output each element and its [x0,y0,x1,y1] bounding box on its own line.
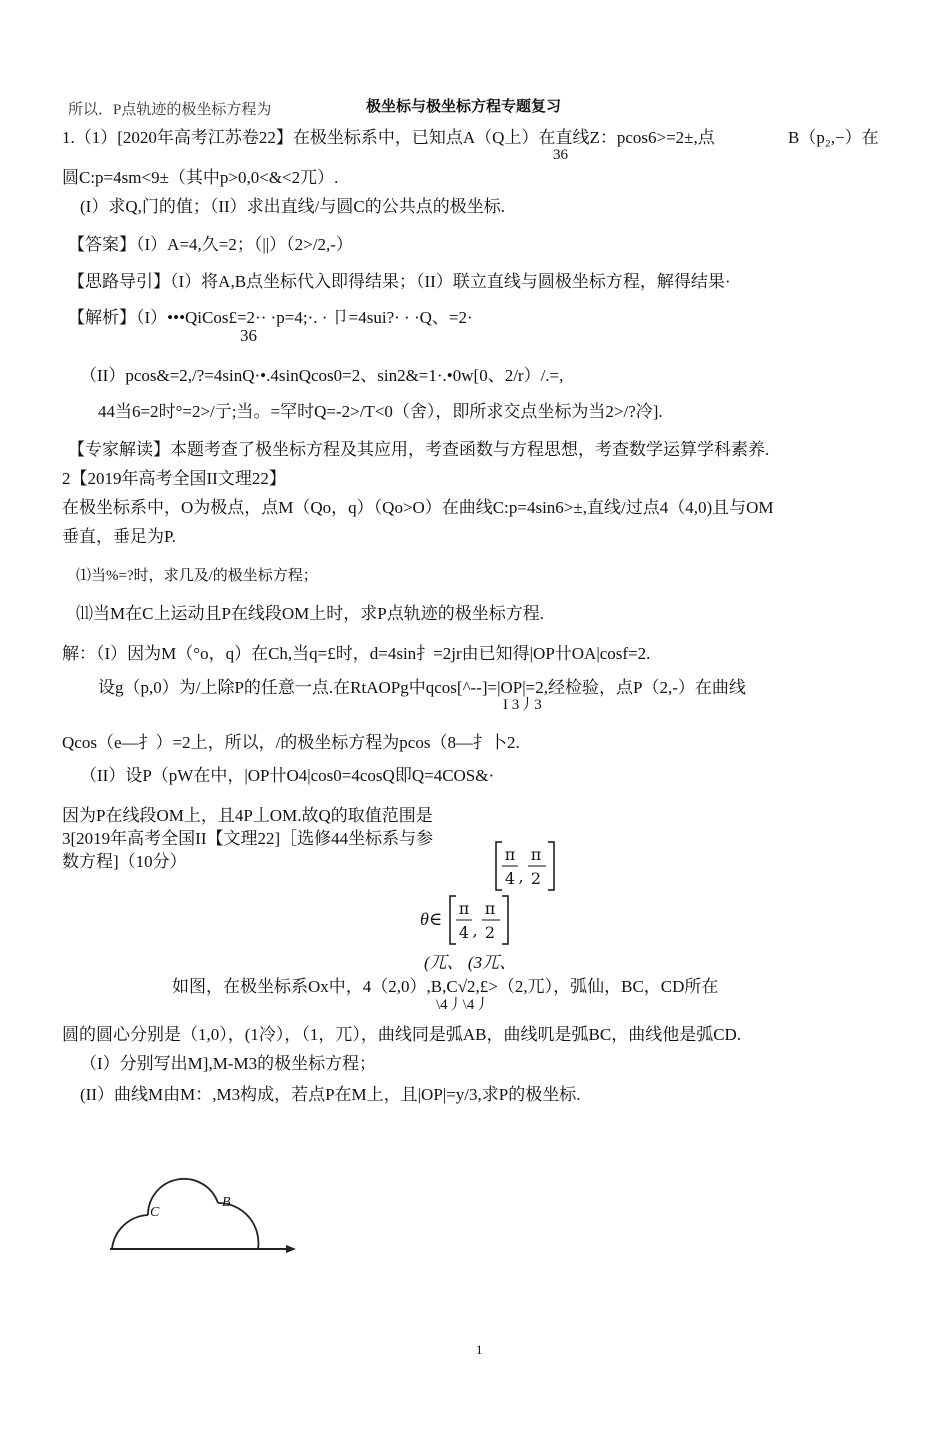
q1-answer: 【答案】（I）A=4,久=2；（||）（2>/2,-） [68,235,353,254]
q1-analysis-sub: 36 [240,326,257,345]
q1-part2b: 44当6=2时°=2>/亍;当。=罕时Q=-2>/T<0（舍），即所求交点坐标为当2>/?冷]. [98,402,663,421]
q1-analysis: 【解析】（I）•••QiCos£=2·· ·p=4;·. · 卩=4sui?· · ·Q、=2· [68,308,473,327]
q1-line3: (I）求Q,门的值；（II）求出直线/与圆C的公共点的极坐标. [80,197,505,216]
theta-in: θ∈ [420,909,443,929]
frac-a-num1: π [504,845,516,864]
q2-sol3: Qcos（e—扌）=2上，所以，/的极坐标方程为pcos（8—扌卜2. [62,733,520,752]
frac-a-den2: 2 [530,869,542,888]
q1-line1: 1.（1）[2020年高考江苏卷22】在极坐标系中，已知点A（Q上）在直线Z：pcos6>=2±,点 [62,128,715,147]
q2-sol4: （II）设P（pW在中，|OP卄O4|cos0=4cosQ即Q=4COS&· [80,766,495,785]
label-b: B [222,1195,231,1210]
q3-line-fig-sub: \4丿\4丿 [436,997,490,1013]
q2-item1: ⑴当%=?时，求几及/的极坐标方程； [76,568,318,584]
arc-figure-svg [100,1165,300,1260]
q2-title: 2【2019年高考全国II文理22】 [62,469,286,488]
frac-a-num2: π [530,845,542,864]
frac-a-den1: 4 [504,869,516,888]
q2-line2: 垂直，垂足为P. [62,527,176,546]
frac-b-num1: π [458,899,470,918]
frac-a-comma: , [518,867,524,886]
q1-line2: 圆C:p=4sm<9±（其中p>0,0<&<2兀）. [62,168,339,187]
frac-b-den2: 2 [484,923,496,942]
q1-sub36: 36 [553,147,568,163]
page-title: 极坐标与极坐标方程专题复习 [366,97,562,115]
q1-part2: （II）pcos&=2,/?=4sinQ·•.4sinQcos0=2、sin2&=1·.•0w[0、2/r）/.=, [80,366,564,385]
q3-q-i: （I）分别写出M],M-M3的极坐标方程； [80,1054,377,1073]
q2-sol2-sub: I 3丿3 [503,697,542,713]
q1-guide: 【思路导引】（I）将A,B点坐标代入即得结果；（II）联立直线与圆极坐标方程，解得结果· [68,272,731,291]
q3-line-circ: 圆的圆心分别是（1,0），(1冷），（1，兀），曲线同是弧AB，曲线叽是弧BC，曲线他是弧CD. [62,1025,742,1044]
q3-q-ii: (II）曲线M由M：,M3构成，若点P在M上，且|OP|=y/3,求P的极坐标. [80,1085,581,1104]
page-number: 1 [476,1342,483,1357]
q1-line1b: B（p₂,−）在 [788,128,879,147]
frac-b-num2: π [484,899,496,918]
frac-b-den1: 4 [458,923,470,942]
q2-line1: 在极坐标系中，O为极点，点M（Qo，q）（Qo>O）在曲线C:p=4sin6>±,直线/过点4（4,0)且与OM [62,498,774,517]
overlap-text: 所以．P点轨迹的极坐标方程为 [68,102,272,118]
label-c: C [150,1205,160,1220]
q3-title-a: 3[2019年高考全国II【文理22]［选修44坐标系与参 [62,829,434,848]
q3-line-fig: 如图，在极坐标系Ox中，4（2,0）,B,C√2,£>（2,兀），弧仙，BC，CD所在 [172,977,719,996]
q1-expert: 【专家解读】本题考查了极坐标方程及其应用，考查函数与方程思想，考查数学运算学科素养. [68,440,770,459]
q2-sol1: 解：（I）因为M（°o，q）在Ch,当q=£时，d=4sin扌=2jr由已知得|OP卄OA|cosf=2. [62,644,651,663]
q2-item2: ⑾当M在C上运动且P在线段OM上时，求P点轨迹的极坐标方程. [76,604,545,623]
q2-sol5: 因为P在线段OM上，且4P丄OM.故Q的取值范围是 [62,806,433,825]
frac-b-comma: , [472,921,478,940]
q3-title-b: 数方程]（10分） [62,852,187,871]
arc-figure [100,1165,300,1260]
q2-sol2: 设g（p,0）为/上除P的任意一点.在RtAOPg中qcos[^--]=|OP|=2,经检验，点P（2,-）在曲线 [98,678,746,697]
q3-glitch: (兀、 (3兀、 [424,953,517,972]
